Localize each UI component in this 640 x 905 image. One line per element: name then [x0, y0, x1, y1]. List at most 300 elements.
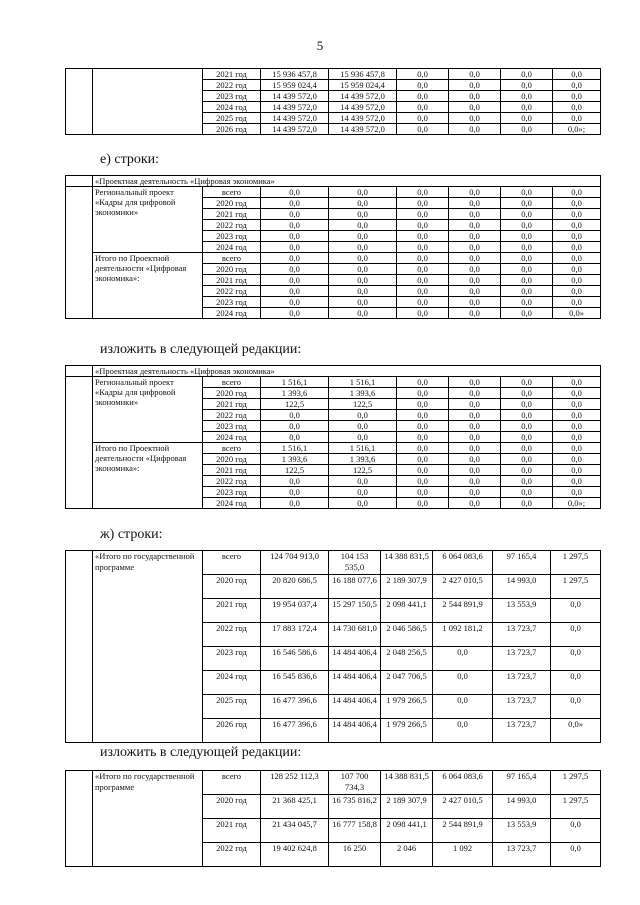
value-cell: 0,0	[261, 308, 329, 319]
value-cell: 13 723,7	[493, 695, 551, 719]
row-label-cell: Итого по Проектной деятельности «Цифровая экономика»:	[93, 443, 203, 509]
year-cell: 2026 год	[203, 719, 261, 743]
value-cell: 0,0	[329, 308, 397, 319]
value-cell: 15 297 150,5	[329, 599, 381, 623]
digital-economy-table-new	[65, 365, 601, 509]
value-cell: 0,0	[449, 297, 501, 308]
value-cell: 0,0	[329, 498, 397, 509]
value-cell: 2 544 891,9	[433, 819, 493, 843]
value-cell: 0,0	[553, 443, 601, 454]
value-cell: 0,0	[261, 220, 329, 231]
table-header-row	[66, 366, 601, 377]
value-cell: 0,0	[261, 242, 329, 253]
table-row	[66, 443, 601, 454]
value-cell: 0,0	[551, 623, 601, 647]
value-cell: 13 723,7	[493, 843, 551, 867]
value-cell: 0,0	[397, 209, 449, 220]
value-cell: 15 936 457,8	[261, 69, 329, 80]
value-cell: 0,0	[397, 187, 449, 198]
value-cell: 1 393,6	[261, 454, 329, 465]
blank-cell	[66, 187, 93, 319]
value-cell: 0,0	[397, 465, 449, 476]
value-cell: 1 979 266,5	[381, 695, 433, 719]
year-cell: всего	[203, 253, 261, 264]
value-cell: 0,0	[397, 297, 449, 308]
value-cell: 0,0	[501, 308, 553, 319]
digital-economy-table-old	[65, 175, 601, 319]
year-cell: 2024 год	[203, 308, 261, 319]
value-cell: 0,0	[501, 487, 553, 498]
value-cell: 1 516,1	[261, 377, 329, 388]
year-cell: 2023 год	[203, 647, 261, 671]
value-cell: 0,0	[553, 80, 601, 91]
value-cell: 0,0	[553, 476, 601, 487]
value-cell: 0,0	[397, 421, 449, 432]
value-cell: 0,0	[449, 476, 501, 487]
value-cell: 97 165,4	[493, 771, 551, 795]
value-cell: 0,0	[553, 264, 601, 275]
value-cell: 20 820 686,5	[261, 575, 329, 599]
value-cell: 14 439 572,0	[261, 113, 329, 124]
table-row	[66, 253, 601, 264]
value-cell: 0,0	[501, 388, 553, 399]
value-cell: 14 439 572,0	[329, 102, 397, 113]
value-cell: 0,0	[397, 443, 449, 454]
year-cell: всего	[203, 187, 261, 198]
value-cell: 14 439 572,0	[329, 113, 397, 124]
value-cell: 0,0	[397, 308, 449, 319]
value-cell: 0,0	[449, 80, 501, 91]
value-cell: 0,0	[329, 231, 397, 242]
value-cell: 0,0	[551, 819, 601, 843]
value-cell: 0,0	[329, 286, 397, 297]
section-e-heading: е) строки:	[100, 152, 160, 167]
value-cell: 0,0	[449, 410, 501, 421]
value-cell: 0,0	[261, 253, 329, 264]
value-cell: 0,0	[553, 297, 601, 308]
value-cell: 0,0	[397, 432, 449, 443]
value-cell: 0,0	[329, 421, 397, 432]
value-cell: 0,0	[501, 498, 553, 509]
year-cell: 2022 год	[203, 623, 261, 647]
value-cell: 2 047 706,5	[381, 671, 433, 695]
value-cell: 2 048 256,5	[381, 647, 433, 671]
value-cell: 0,0	[261, 209, 329, 220]
value-cell: 0,0	[397, 124, 449, 135]
table-header-row	[66, 176, 601, 187]
value-cell: 16 777 158,8	[329, 819, 381, 843]
value-cell: 0,0	[261, 264, 329, 275]
value-cell: 122,5	[329, 399, 397, 410]
value-cell: 0,0	[553, 91, 601, 102]
value-cell: 16 735 816,2	[329, 795, 381, 819]
year-cell: 2021 год	[203, 599, 261, 623]
value-cell: 0,0	[501, 297, 553, 308]
value-cell: 0,0	[397, 388, 449, 399]
value-cell: 14 388 831,5	[381, 771, 433, 795]
value-cell: 0,0	[551, 671, 601, 695]
value-cell: 0,0	[261, 286, 329, 297]
year-cell: 2021 год	[203, 209, 261, 220]
value-cell: 0,0	[397, 102, 449, 113]
year-cell: 2020 год	[203, 795, 261, 819]
value-cell: 1 297,5	[551, 795, 601, 819]
value-cell: 0,0	[397, 377, 449, 388]
value-cell: 0,0	[553, 187, 601, 198]
year-cell: 2023 год	[203, 487, 261, 498]
year-cell: 2024 год	[203, 498, 261, 509]
value-cell: 1 393,6	[329, 454, 397, 465]
value-cell: 13 723,7	[493, 719, 551, 743]
year-cell: 2021 год	[203, 275, 261, 286]
year-cell: 2024 год	[203, 102, 261, 113]
value-cell: 1 297,5	[551, 771, 601, 795]
value-cell: 104 153 535,0	[329, 551, 381, 575]
row-label-cell: Региональный проект «Кадры для цифровой экономики»	[93, 187, 203, 253]
value-cell: 14 484 406,4	[329, 719, 381, 743]
year-cell: 2023 год	[203, 91, 261, 102]
value-cell: 0,0	[449, 198, 501, 209]
value-cell: 0,0	[501, 231, 553, 242]
year-cell: 2020 год	[203, 264, 261, 275]
year-cell: 2023 год	[203, 231, 261, 242]
value-cell: 0,0	[501, 69, 553, 80]
value-cell: 0,0	[329, 297, 397, 308]
value-cell: 0,0	[397, 487, 449, 498]
value-cell: 0,0	[501, 102, 553, 113]
value-cell: 0,0	[329, 253, 397, 264]
value-cell: 122,5	[261, 465, 329, 476]
value-cell: 14 439 572,0	[261, 124, 329, 135]
value-cell: 0,0	[449, 498, 501, 509]
value-cell: 0,0	[433, 719, 493, 743]
value-cell: 0,0	[433, 695, 493, 719]
value-cell: 0,0	[553, 388, 601, 399]
value-cell: 0,0	[501, 187, 553, 198]
value-cell: 2 544 891,9	[433, 599, 493, 623]
value-cell: 124 704 913,0	[261, 551, 329, 575]
value-cell: 0,0	[553, 231, 601, 242]
value-cell: 21 368 425,1	[261, 795, 329, 819]
value-cell: 0,0	[449, 421, 501, 432]
value-cell: 16 477 396,6	[261, 695, 329, 719]
value-cell: 0,0	[553, 286, 601, 297]
value-cell: 0,0	[449, 253, 501, 264]
value-cell: 0,0	[501, 454, 553, 465]
value-cell: 122,5	[261, 399, 329, 410]
value-cell: 0,0	[553, 399, 601, 410]
value-cell: 0,0	[501, 476, 553, 487]
value-cell: 0,0	[553, 69, 601, 80]
year-cell: 2022 год	[203, 410, 261, 421]
value-cell: 0,0	[553, 275, 601, 286]
blank-cell	[66, 366, 93, 377]
value-cell: 0,0	[329, 275, 397, 286]
value-cell: 0,0	[329, 432, 397, 443]
value-cell: 0,0	[397, 242, 449, 253]
value-cell: 16 250	[329, 843, 381, 867]
value-cell: 0,0	[261, 432, 329, 443]
value-cell: 0,0	[553, 220, 601, 231]
value-cell: 0,0	[397, 264, 449, 275]
value-cell: 0,0	[553, 113, 601, 124]
value-cell: 0,0	[501, 253, 553, 264]
value-cell: 13 553,9	[493, 599, 551, 623]
year-cell: всего	[203, 771, 261, 795]
section-header-cell: «Проектная деятельность «Цифровая экономика»	[93, 176, 601, 187]
value-cell: 0,0	[261, 421, 329, 432]
value-cell: 0,0	[449, 91, 501, 102]
value-cell: 0,0	[329, 187, 397, 198]
value-cell: 1 297,5	[551, 575, 601, 599]
value-cell: 2 046 586,5	[381, 623, 433, 647]
value-cell: 16 477 396,6	[261, 719, 329, 743]
value-cell: 0,0	[449, 399, 501, 410]
value-cell: 0,0	[261, 297, 329, 308]
value-cell: 0,0	[397, 69, 449, 80]
value-cell: 0,0	[551, 843, 601, 867]
row-label-cell: Итого по Проектной деятельности «Цифровая экономика»:	[93, 253, 203, 319]
value-cell: 0,0	[449, 454, 501, 465]
value-cell: 1 297,5	[551, 551, 601, 575]
year-cell: 2022 год	[203, 220, 261, 231]
value-cell: 0,0	[397, 231, 449, 242]
value-cell: 0,0	[449, 388, 501, 399]
value-cell: 0,0	[261, 476, 329, 487]
value-cell: 16 545 836,6	[261, 671, 329, 695]
section-zh-new-heading: изложить в следующей редакции:	[100, 745, 302, 760]
value-cell: 0,0	[329, 487, 397, 498]
value-cell: 0,0	[261, 487, 329, 498]
value-cell: 1 092	[433, 843, 493, 867]
value-cell: 0,0	[449, 377, 501, 388]
value-cell: 0,0	[553, 421, 601, 432]
value-cell: 0,0	[261, 198, 329, 209]
value-cell: 0,0	[553, 242, 601, 253]
table-row	[66, 187, 601, 198]
year-cell: 2026 год	[203, 124, 261, 135]
value-cell: 0,0	[397, 498, 449, 509]
value-cell: 0,0	[449, 275, 501, 286]
year-cell: 2020 год	[203, 454, 261, 465]
year-cell: 2020 год	[203, 575, 261, 599]
table-row	[66, 771, 601, 795]
value-cell: 0,0	[501, 220, 553, 231]
value-cell: 0,0	[501, 399, 553, 410]
year-cell: 2022 год	[203, 476, 261, 487]
value-cell: 0,0	[397, 198, 449, 209]
section-e-new-heading: изложить в следующей редакции:	[100, 342, 302, 357]
row-label-cell: «Итого по государственной программе	[93, 771, 203, 867]
year-cell: 2024 год	[203, 671, 261, 695]
year-cell: 2022 год	[203, 843, 261, 867]
value-cell: 2 046	[381, 843, 433, 867]
value-cell: 2 098 441,1	[381, 599, 433, 623]
value-cell: 0,0	[553, 253, 601, 264]
value-cell: 128 252 112,3	[261, 771, 329, 795]
value-cell: 2 427 010,5	[433, 575, 493, 599]
page-number: 5	[316, 38, 324, 53]
value-cell: 0,0	[501, 465, 553, 476]
value-cell: 0,0	[261, 275, 329, 286]
value-cell: 0,0	[329, 220, 397, 231]
value-cell: 0,0	[397, 220, 449, 231]
value-cell: 0,0	[397, 91, 449, 102]
year-cell: всего	[203, 377, 261, 388]
value-cell: 0,0	[501, 432, 553, 443]
value-cell: 0,0	[553, 209, 601, 220]
year-cell: 2025 год	[203, 113, 261, 124]
value-cell: 14 993,0	[493, 795, 551, 819]
value-cell: 0,0	[433, 671, 493, 695]
value-cell: 14 439 572,0	[261, 91, 329, 102]
year-cell: всего	[203, 443, 261, 454]
value-cell: 2 098 441,1	[381, 819, 433, 843]
row-label-cell: Региональный проект «Кадры для цифровой экономики»	[93, 377, 203, 443]
blank-cell	[66, 771, 93, 867]
blank-cell	[66, 176, 93, 187]
year-cell: 2021 год	[203, 69, 261, 80]
year-cell: 2024 год	[203, 432, 261, 443]
value-cell: 0,0	[449, 113, 501, 124]
year-cell: всего	[203, 551, 261, 575]
value-cell: 0,0	[449, 264, 501, 275]
value-cell: 0,0	[397, 476, 449, 487]
value-cell: 0,0	[553, 102, 601, 113]
year-cell: 2020 год	[203, 198, 261, 209]
value-cell: 1 393,6	[329, 388, 397, 399]
value-cell: 0,0	[261, 231, 329, 242]
value-cell: 0,0	[397, 275, 449, 286]
value-cell: 0,0	[329, 476, 397, 487]
program-total-table-new	[65, 770, 601, 867]
section-header-cell: «Проектная деятельность «Цифровая экономика»	[93, 366, 601, 377]
value-cell: 0,0	[329, 242, 397, 253]
value-cell: 0,0	[501, 198, 553, 209]
value-cell: 0,0	[449, 242, 501, 253]
value-cell: 14 993,0	[493, 575, 551, 599]
value-cell: 0,0	[501, 80, 553, 91]
value-cell: 0,0	[397, 410, 449, 421]
year-cell: 2021 год	[203, 819, 261, 843]
value-cell: 0,0	[329, 410, 397, 421]
value-cell: 0,0	[551, 599, 601, 623]
value-cell: 0,0»;	[553, 124, 601, 135]
value-cell: 0,0	[449, 187, 501, 198]
value-cell: 0,0	[501, 113, 553, 124]
value-cell: 13 723,7	[493, 647, 551, 671]
value-cell: 0,0	[501, 421, 553, 432]
value-cell: 1 516,1	[329, 443, 397, 454]
value-cell: 0,0	[397, 253, 449, 264]
year-cell: 2025 год	[203, 695, 261, 719]
value-cell: 14 484 406,4	[329, 671, 381, 695]
value-cell: 15 959 024,4	[261, 80, 329, 91]
year-cell: 2024 год	[203, 242, 261, 253]
value-cell: 0,0	[553, 487, 601, 498]
blank-cell	[66, 377, 93, 509]
value-cell: 0,0»	[553, 308, 601, 319]
value-cell: 0,0	[397, 399, 449, 410]
value-cell: 0,0	[501, 443, 553, 454]
value-cell: 0,0	[501, 410, 553, 421]
value-cell: 0,0	[501, 264, 553, 275]
value-cell: 0,0	[449, 209, 501, 220]
value-cell: 0,0	[397, 80, 449, 91]
blank-cell	[66, 69, 93, 135]
value-cell: 15 959 024,4	[329, 80, 397, 91]
value-cell: 0,0	[397, 286, 449, 297]
value-cell: 1 979 266,5	[381, 719, 433, 743]
value-cell: 21 434 045,7	[261, 819, 329, 843]
value-cell: 0,0	[329, 264, 397, 275]
value-cell: 16 546 586,6	[261, 647, 329, 671]
value-cell: 97 165,4	[493, 551, 551, 575]
value-cell: 0,0	[449, 432, 501, 443]
value-cell: 0,0	[329, 209, 397, 220]
table-row	[66, 377, 601, 388]
value-cell: 0,0	[553, 377, 601, 388]
program-total-table-old	[65, 550, 601, 743]
value-cell: 2 189 307,9	[381, 795, 433, 819]
value-cell: 107 700 734,3	[329, 771, 381, 795]
value-cell: 0,0	[553, 432, 601, 443]
value-cell: 0,0»	[551, 719, 601, 743]
value-cell: 14 439 572,0	[329, 124, 397, 135]
value-cell: 0,0	[553, 198, 601, 209]
value-cell: 0,0	[261, 410, 329, 421]
year-cell: 2021 год	[203, 399, 261, 410]
blank-cell	[66, 551, 93, 743]
value-cell: 0,0	[449, 487, 501, 498]
value-cell: 0,0	[501, 377, 553, 388]
value-cell: 13 723,7	[493, 671, 551, 695]
value-cell: 0,0	[553, 465, 601, 476]
table-row	[66, 551, 601, 575]
value-cell: 0,0	[553, 454, 601, 465]
value-cell: 0,0	[501, 124, 553, 135]
value-cell: 0,0	[329, 198, 397, 209]
value-cell: 0,0	[553, 410, 601, 421]
value-cell: 1 516,1	[261, 443, 329, 454]
value-cell: 0,0	[261, 187, 329, 198]
continuation-table	[65, 68, 601, 135]
value-cell: 0,0	[449, 220, 501, 231]
value-cell: 0,0	[433, 647, 493, 671]
value-cell: 0,0	[397, 113, 449, 124]
value-cell: 0,0	[449, 231, 501, 242]
value-cell: 0,0	[501, 209, 553, 220]
row-label-cell: «Итого по государственной программе	[93, 551, 203, 743]
blank-cell	[93, 69, 203, 135]
year-cell: 2023 год	[203, 421, 261, 432]
value-cell: 1 516,1	[329, 377, 397, 388]
value-cell: 0,0	[449, 102, 501, 113]
value-cell: 14 484 406,4	[329, 647, 381, 671]
section-zh-heading: ж) строки:	[100, 527, 163, 542]
value-cell: 15 936 457,8	[329, 69, 397, 80]
value-cell: 0,0	[551, 647, 601, 671]
value-cell: 14 439 572,0	[329, 91, 397, 102]
value-cell: 0,0	[551, 695, 601, 719]
value-cell: 0,0	[397, 454, 449, 465]
value-cell: 1 393,6	[261, 388, 329, 399]
value-cell: 0,0	[449, 443, 501, 454]
value-cell: 0,0»;	[553, 498, 601, 509]
value-cell: 14 484 406,4	[329, 695, 381, 719]
value-cell: 6 064 083,6	[433, 551, 493, 575]
value-cell: 0,0	[449, 465, 501, 476]
